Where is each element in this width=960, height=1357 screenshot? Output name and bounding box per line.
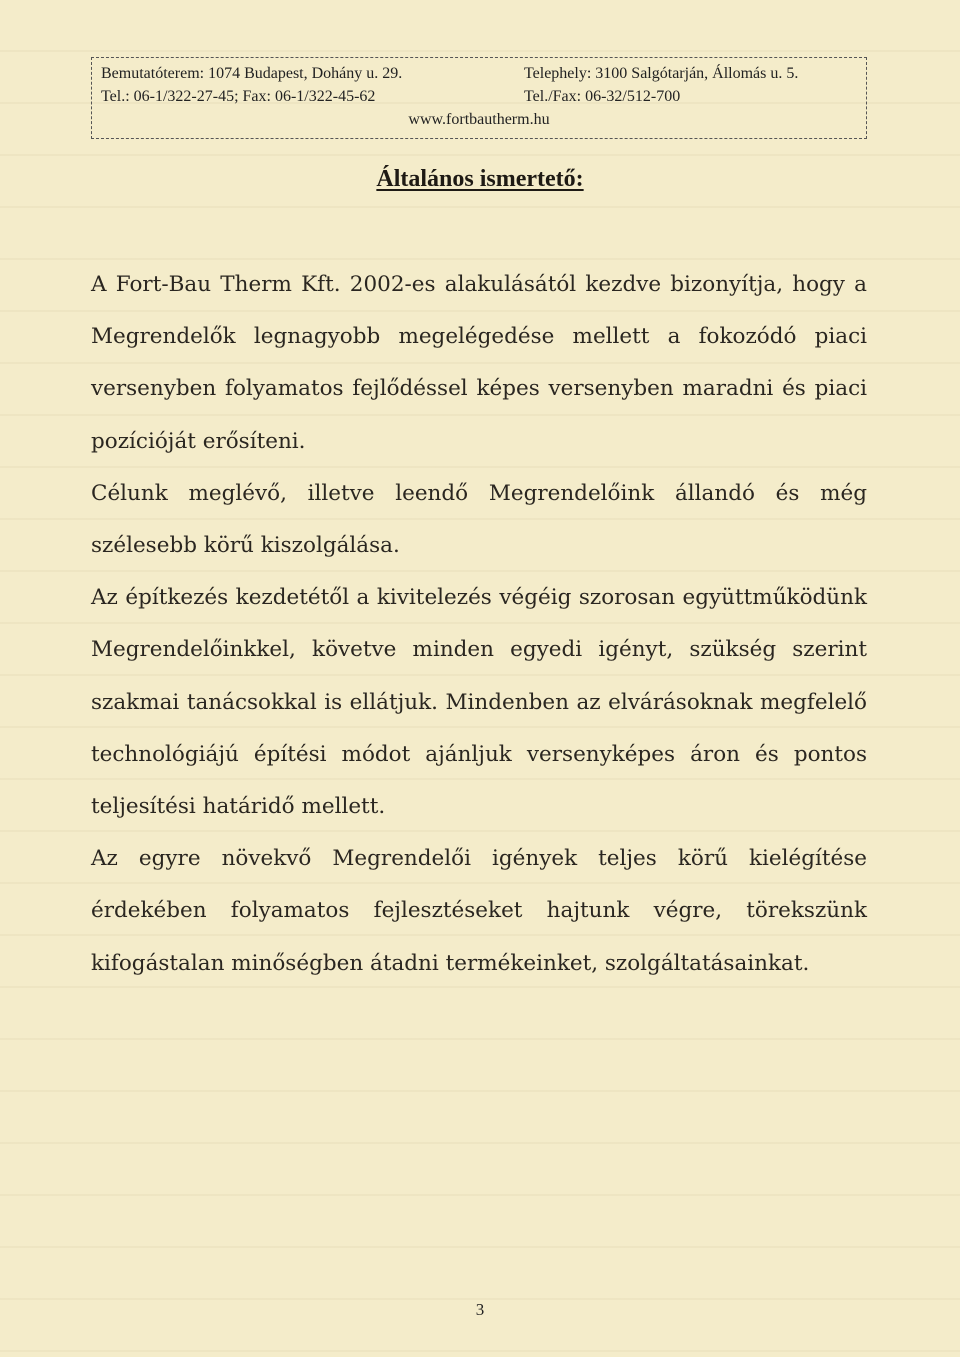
paragraph-goal: Célunk meglévő, illetve leendő Megrendelőink állandó és még szélesebb körű kiszolgálása. (91, 480, 867, 559)
site-phone-fax: Tel./Fax: 06-32/512-700 (524, 88, 681, 105)
showroom-phone-fax: Tel.: 06-1/322-27-45; Fax: 06-1/322-45-62 (101, 88, 376, 105)
contact-header-box (91, 57, 867, 139)
paragraph-intro: A Fort-Bau Therm Kft. 2002-es alakulásától kezdve bizonyítja, hogy a Megrendelők legnagyobb megelégedése mellett a fokozódó piaci versenyben folyamatos fejlődéssel képes versenyben maradni és piaci pozícióját erősíteni. (91, 272, 867, 454)
body-text (91, 259, 867, 990)
showroom-address: Bemutatóterem: 1074 Budapest, Dohány u. 29. (101, 65, 403, 82)
paragraph-development: Az egyre növekvő Megrendelői igények teljes körű kielégítése érdekében folyamatos fejlesztéseket hajtunk végre, törekszünk kifogástalan minőségben átadni termékeinket, szolgáltatásainkat. (91, 846, 867, 976)
paragraph-cooperation: Az építkezés kezdetétől a kivitelezés végéig szorosan együttműködünk Megrendelőinkkel, követve minden egyedi igényt, szükség szerint szakmai tanácsokkal is ellátjuk. Mindenben az elvárásoknak megfelelő technológiájú építési módot ajánljuk versenyképes áron és pontos teljesítési határidő mellett. (91, 585, 867, 820)
website-address: www.fortbautherm.hu (408, 111, 550, 128)
page-number: 3 (475, 1300, 485, 1319)
site-address: Telephely: 3100 Salgótarján, Állomás u. 5. (524, 65, 799, 82)
page-title: Általános ismertető: (376, 166, 584, 192)
